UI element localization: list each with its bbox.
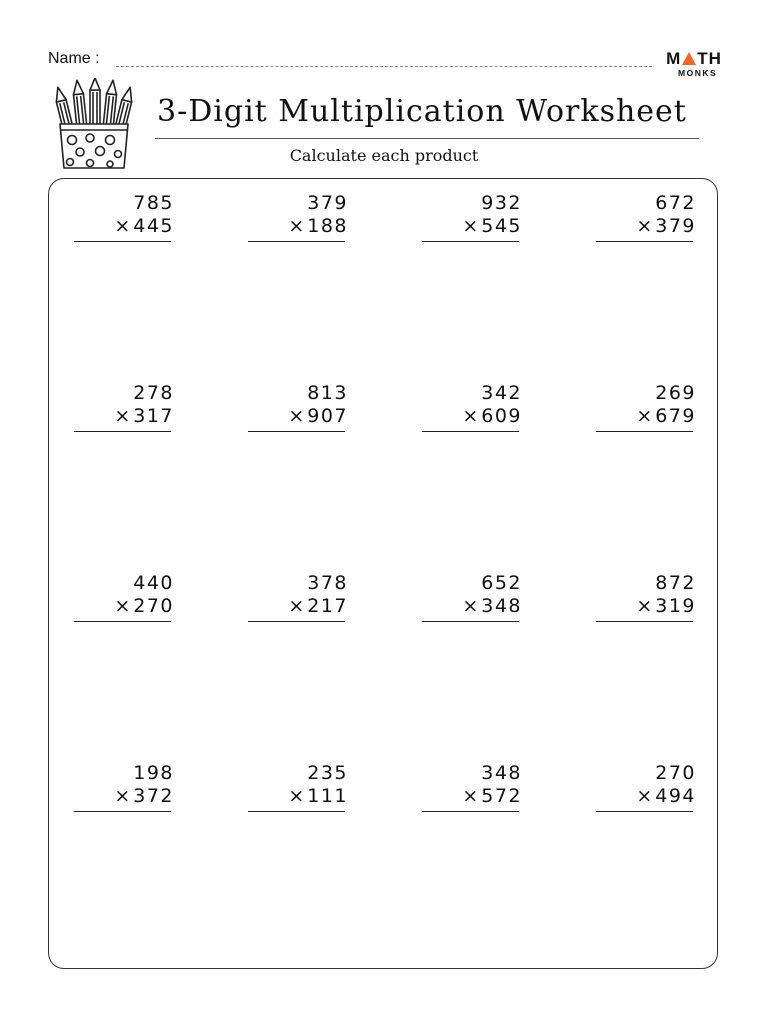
multiplicand: 269 [655,382,696,404]
multiplier: 572 [481,785,522,807]
answer-line [422,431,519,432]
multiplier-row [422,595,522,618]
problem-9 [74,572,174,622]
instructions [0,146,768,165]
problem-2 [248,192,348,242]
multiplier: 319 [655,595,696,617]
problem-7 [422,382,522,432]
multiplier-row [422,215,522,238]
problem-16 [596,762,696,812]
answer-line [422,811,519,812]
multiplier-row [248,215,348,238]
answer-line [74,241,171,242]
multiplier-row [422,785,522,808]
multiplier-row [596,785,696,808]
multiplicand: 785 [133,192,174,214]
problem-8 [596,382,696,432]
multiplier: 372 [133,785,174,807]
answer-line [248,811,345,812]
logo-text-left: M [666,49,682,68]
multiplicand: 348 [481,762,522,784]
answer-line [248,621,345,622]
times-symbol: × [462,785,479,807]
multiplicand: 278 [133,382,174,404]
times-symbol: × [114,405,131,427]
answer-line [596,621,693,622]
multiplier-row [74,405,174,428]
problem-5 [74,382,174,432]
multiplicand: 672 [655,192,696,214]
multiplier-row [74,595,174,618]
multiplicand: 198 [133,762,174,784]
problem-15 [422,762,522,812]
times-symbol: × [114,215,131,237]
multiplicand: 342 [481,382,522,404]
answer-line [248,241,345,242]
answer-line [248,431,345,432]
math-monks-logo [664,50,724,80]
logo-triangle-icon [682,52,696,65]
problem-1 [74,192,174,242]
times-symbol: × [636,785,653,807]
answer-line [74,621,171,622]
multiplier: 907 [307,405,348,427]
multiplier-row [596,215,696,238]
problem-12 [596,572,696,622]
name-line[interactable] [116,66,652,67]
multiplier-row [596,405,696,428]
multiplier-row [248,405,348,428]
answer-line [596,241,693,242]
logo-text-right: TH [697,49,722,68]
problem-4 [596,192,696,242]
times-symbol: × [288,405,305,427]
multiplier-row [248,785,348,808]
multiplier: 317 [133,405,174,427]
problem-6 [248,382,348,432]
times-symbol: × [462,405,479,427]
multiplier: 217 [307,595,348,617]
answer-line [74,431,171,432]
multiplicand: 235 [307,762,348,784]
times-symbol: × [114,595,131,617]
multiplicand: 440 [133,572,174,594]
multiplier-row [596,595,696,618]
problem-14 [248,762,348,812]
multiplier: 379 [655,215,696,237]
answer-line [422,241,519,242]
multiplier-row [422,405,522,428]
multiplier: 679 [655,405,696,427]
multiplier-row [74,785,174,808]
multiplicand: 270 [655,762,696,784]
times-symbol: × [462,595,479,617]
multiplicand: 378 [307,572,348,594]
problem-11 [422,572,522,622]
times-symbol: × [636,595,653,617]
worksheet-title: 3-Digit Multiplication Worksheet [157,94,687,129]
times-symbol: × [288,215,305,237]
multiplier: 494 [655,785,696,807]
times-symbol: × [636,215,653,237]
times-symbol: × [288,785,305,807]
multiplicand: 379 [307,192,348,214]
problem-13 [74,762,174,812]
logo-subtext: MONKS [678,68,718,78]
title-underline [155,138,699,139]
multiplicand: 932 [481,192,522,214]
multiplicand: 652 [481,572,522,594]
name-label: Name : [48,50,100,67]
multiplicand: 813 [307,382,348,404]
multiplier: 445 [133,215,174,237]
multiplier: 609 [481,405,522,427]
multiplier: 545 [481,215,522,237]
answer-line [74,811,171,812]
times-symbol: × [288,595,305,617]
multiplicand: 872 [655,572,696,594]
answer-line [596,811,693,812]
multiplier-row [74,215,174,238]
multiplier: 111 [307,785,348,807]
problem-3 [422,192,522,242]
multiplier: 348 [481,595,522,617]
answer-line [422,621,519,622]
times-symbol: × [636,405,653,427]
instructions-text: Calculate each product [289,146,479,165]
times-symbol: × [462,215,479,237]
times-symbol: × [114,785,131,807]
multiplier-row [248,595,348,618]
answer-line [596,431,693,432]
multiplier: 188 [307,215,348,237]
problem-10 [248,572,348,622]
multiplier: 270 [133,595,174,617]
